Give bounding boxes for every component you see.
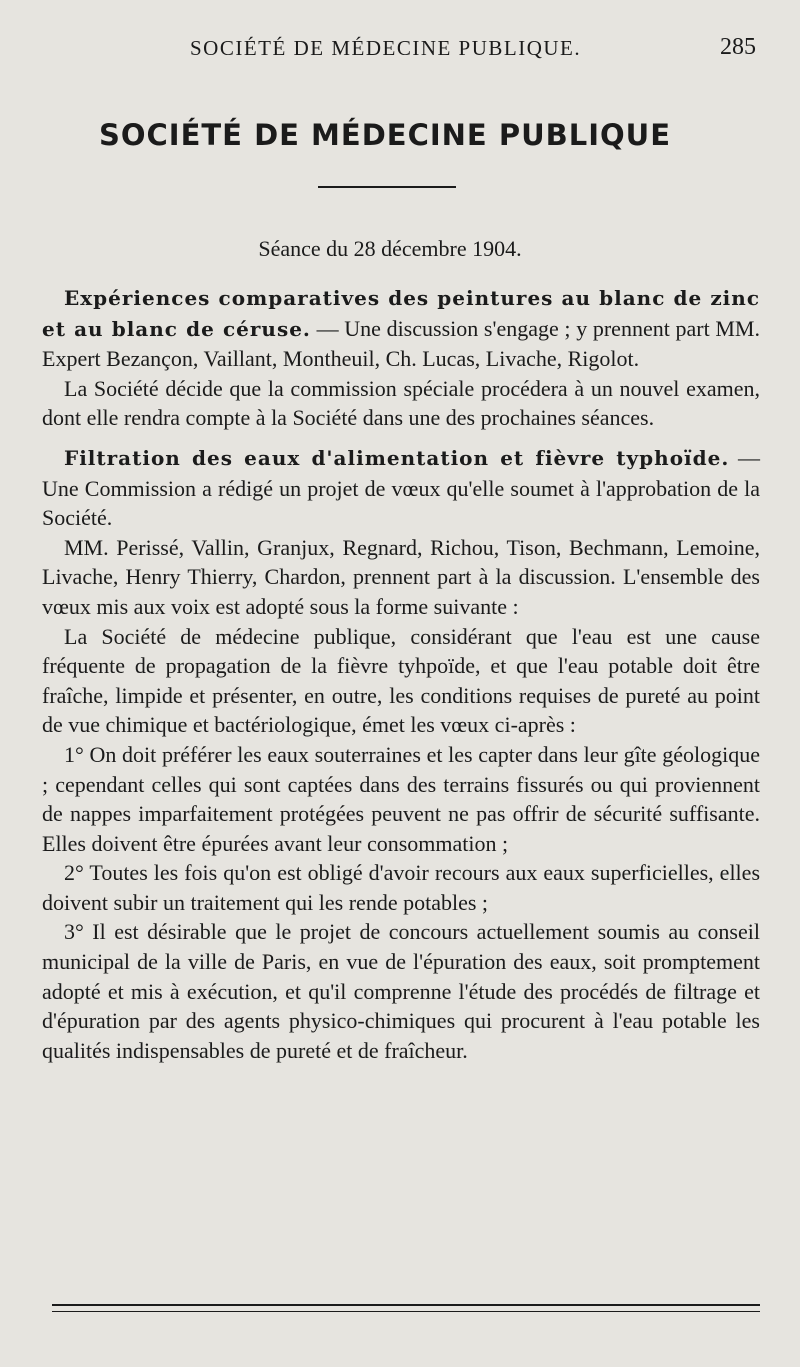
- running-head: [0, 36, 800, 66]
- page-title: SOCIÉTÉ DE MÉDECINE PUBLIQUE: [98, 118, 672, 152]
- section-1-text-1: — Une discussion s'engage ; y prennent part MM. Expert Bezançon, Vaillant, Montheuil, Ch. Lucas, Livache, Rigolot.: [42, 315, 760, 372]
- section-2-paragraph-1: [42, 443, 760, 533]
- page-number: 285: [720, 34, 756, 60]
- section-2-text-1: — Une Commission a rédigé un projet de vœux qu'elle soumet à l'approbation de la Société.: [42, 444, 761, 531]
- section-1-paragraph-2: La Société décide que la commission spéciale procédera à un nouvel examen, dont elle rendra compte à la Société dans une des prochaines séances.: [42, 375, 760, 431]
- section-2-paragraph-6: 3° Il est désirable que le projet de concours actuellement soumis au conseil municipal de la ville de Paris, en vue de l'épuration des eaux, soit promptement adopté et mis à exécution, et qu'il comprenne l'étude des procédés de filtrage et d'épuration par des agents physico-chimiques qui procurent à l'eau potable les qualités indispensables de pureté et de fraîcheur.: [42, 919, 760, 1063]
- section-2-paragraph-5: 2° Toutes les fois qu'on est obligé d'avoir recours aux eaux superficielles, elles doivent subir un traitement qui les rende potables ;: [42, 860, 760, 915]
- section-1-paragraph-1: [42, 283, 760, 374]
- session-date: Séance du 28 décembre 1904.: [258, 236, 522, 261]
- section-1-heading: Expériences comparatives des peintures au blanc de zinc et au blanc de céruse.: [42, 286, 760, 341]
- section-2-paragraph-2: MM. Perissé, Vallin, Granjux, Regnard, Richou, Tison, Bechmann, Lemoine, Livache, Henry Thierry, Chardon, prennent part à la discussion. L'ensemble des vœux mis aux voix est adopté sous la forme suivante :: [42, 534, 760, 619]
- title-rule: [318, 186, 456, 188]
- section-2-heading: Filtration des eaux d'alimentation et fièvre typhoïde.: [64, 445, 730, 470]
- section-2-paragraph-3: La Société de médecine publique, considérant que l'eau est une cause fréquente de propagation de la fièvre tyhpoïde, et que l'eau potable doit être fraîche, limpide et présenter, en outre, les conditions requises de pureté au point de vue chimique et bactériologique, émet les vœux ci-après :: [42, 623, 760, 738]
- article-body: [42, 283, 760, 1065]
- running-title: SOCIÉTÉ DE MÉDECINE PUBLIQUE.: [190, 36, 582, 60]
- section-2-paragraph-4: 1° On doit préférer les eaux souterraines et les capter dans leur gîte géologique ; cependant celles qui sont captées dans des terrains fissurés ou qui proviennent de nappes imparfaitement protégées peuvent ne pas offrir de sécurité suffisante. Elles doivent être épurées avant leur consommation ;: [42, 741, 760, 856]
- bottom-rule-thin: [52, 1311, 760, 1312]
- bottom-rule: [52, 1304, 760, 1306]
